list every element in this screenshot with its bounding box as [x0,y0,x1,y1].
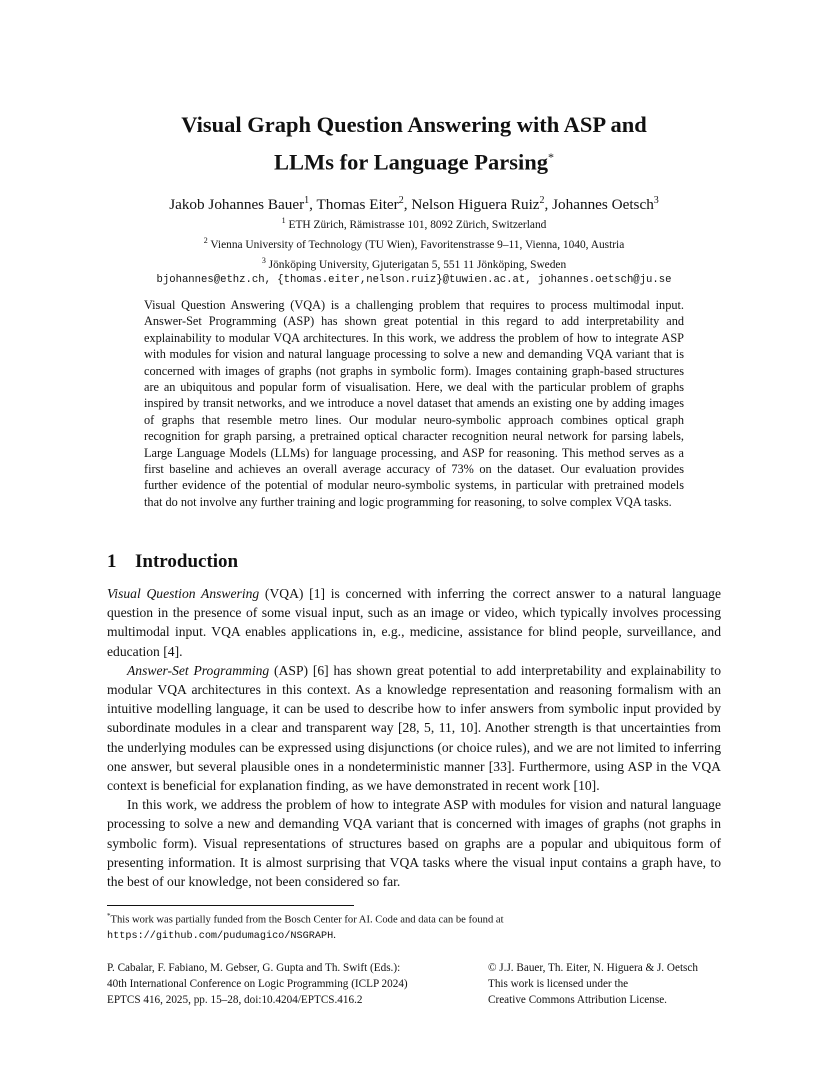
affiliation: $^2$ Vienna University of Technology (TU Wien), Favoritenstrasse 9–11, Vienna, 1040, Austria [203,235,625,251]
paragraph: Answer-Set Programming (ASP) [6] has shown great potential to add interpretability and explainability to modular VQA architectures in this context. As a knowledge representation and reasoning formalism with an intuitive modelling language, it can be used to describe how to infer answers from symbolic input provided by subordinate modules in a clear and transparent way [28, 5, 11, 10]. Another strength is that uncertainties from the underlying modules can be expressed using disjunctions (or choice rules), and we are not limited to inferring one answer, but several plausible ones in a nondeterministic manner [33]. Furthermore, using ASP in the VQA context is beneficial for explanation finding, as we have demonstrated in recent work [10]. [107,662,721,794]
license-name: Creative Commons Attribution License. [488,994,667,1006]
author-emails: bjohannes@ethz.ch, {thomas.eiter,nelson.ruiz}@tuwien.ac.at, johannes.oetsch@ju.se [156,274,672,287]
author-affil-mark: 2 [539,195,545,206]
paragraph: In this work, we address the problem of how to integrate ASP with modules for vision and natural language processing to solve a new and demanding VQA variant that is concerned with images of graphs (not graphs in symbolic form). Visual representations of structures based on graphs are a popular and ubiquitous form of presenting information. It is almost surprising that VQA tasks where the visual input contains a graph have, to the best of our knowledge, not been considered so far. [107,797,721,890]
author: Jakob Johannes Bauer$^1$, [169,195,317,214]
author-affil-mark: 3 [653,195,659,206]
paragraph: Visual Question Answering (VQA) [1] is concerned with inferring the correct answer to a natural language question in the presence of some visual input, such as an image or video, which typically involves processing multimodal input. VQA enables applications in, e.g., medicine, assistance for blind people, surveillance, and education [4]. [107,586,721,659]
emphasized-term: Answer-Set Programming [127,662,270,678]
title-line-2-text: LLMs for Language Parsing [274,149,548,175]
author-affil-mark: 1 [304,195,310,206]
section-number: 1 [107,551,117,572]
author: Thomas Eiter$^2$, [316,195,412,214]
license-line: This work is licensed under the [488,978,629,990]
footnote-link[interactable]: https://github.com/pudumagico/NSGRAPH [107,930,334,942]
editors-line: P. Cabalar, F. Fabiano, M. Gebser, G. Gupta and Th. Swift (Eds.): [107,962,401,974]
abstract: Visual Question Answering (VQA) is a challenging problem that requires to process multimodal input. Answer-Set Programming (ASP) has shown great potential in this regard to add interpretability and explainability to modular VQA architectures. In this work, we address the problem of how to integrate ASP with modules for vision and natural language processing to solve a new and demanding VQA variant that is concerned with images of graphs (not graphs in symbolic form). Images containing graph-based structures are an ubiquitous and popular form of visualisation. Here, we deal with the particular problem of graphs inspired by transit networks, and we introduce a novel dataset that amends an existing one by adding images of graphs that resemble metro lines. Our modular neuro-symbolic approach combines optical graph recognition for graph parsing, a pretrained optical character recognition neural network for parsing labels, Large Language Models (LLMs) for language processing, and ASP for reasoning. This method serves as a first baseline and achieves an overall average accuracy of 73% on the dataset. Our evaluation provides further evidence of the potential of modular neuro-symbolic systems, in particular with pretrained models that do not involve any further training and logic programming for reasoning, to solve complex VQA tasks. [144,298,684,509]
footnote: *This work was partially funded from the Bosch Center for AI. Code and data can be found at https://github.com/pudumagico/NSGRAPH. [107,912,504,942]
publication-info [107,960,477,1008]
affiliation: $^1$ ETH Zürich, Rämistrasse 101, 8092 Zürich, Switzerland [281,216,547,231]
author-affil-mark: 2 [398,195,404,206]
author: Nelson Higuera Ruiz$^2$, [411,195,553,214]
section-title-text: Introduction [135,551,239,572]
footnote-rule [107,905,354,906]
section-heading [107,549,238,575]
title-footnote-mark: * [547,150,554,164]
copyright-line: © J.J. Bauer, Th. Eiter, N. Higuera & J. Oetsch [488,962,698,974]
title-line-1: Visual Graph Question Answering with ASP and [181,112,647,137]
affiliation: $^3$ Jönköping University, Gjuterigatan 5, 551 11 Jönköping, Sweden [261,255,567,271]
section-body [107,584,721,891]
eptcs-line: EPTCS 416, 2025, pp. 15–28, doi:10.4204/EPTCS.416.2 [107,994,363,1006]
emphasized-term: Visual Question Answering [107,586,260,601]
author-list [80,191,748,215]
conference-line: 40th International Conference on Logic Programming (ICLP 2024) [107,978,408,990]
license-info [488,960,728,1008]
footnote-mark: * [107,912,111,920]
title-line-2 [100,141,728,179]
author: Johannes Oetsch$^3$ [552,195,659,214]
paper-title [100,108,728,179]
affiliation-list [80,213,748,288]
